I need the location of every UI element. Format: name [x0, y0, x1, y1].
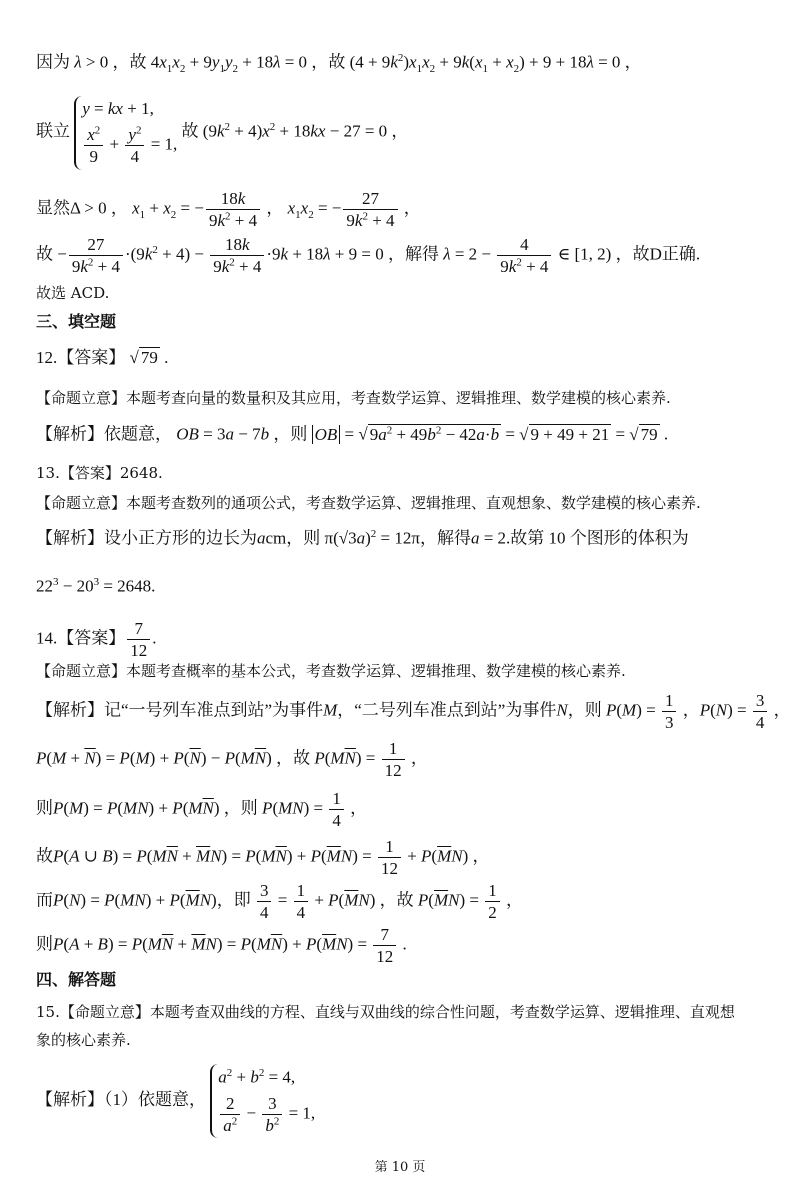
equation-system-15: $a^2 + b^2 = 4$, $\frac{2}{a^2}$ − $\frac{3}{b^2}$ = 1, — [210, 1064, 315, 1138]
line-2-system: 联立 y = kx + 1, $\frac{x^2}{9}$ + $\frac{y^2}{4}$ = 1, 故 $(9k^2 + 4)x^2 + 18kx - 27 = 0$ ， — [36, 96, 408, 170]
line-3: 显然Δ > 0 ， $x_1 + x_2$ = − $\frac{18k}{9k^2 + 4}$ ， $x_1x_2$ = − $\frac{27}{9k^2 + 4}$ ， — [36, 189, 421, 231]
intent-12: 【命题立意】本题考查向量的数量积及其应用，考查数学运算、逻辑推理、数学建模的核心素养. — [36, 389, 671, 407]
choose-line: 故选 ACD. — [36, 284, 110, 302]
answer-13: 13.【答案】2648. — [36, 464, 163, 482]
solution-13: 【解析】设小正方形的边长为acm，则 $\pi(√3a)^2 = 12\pi$，解得a = 2.故第 10 个图形的体积为 — [36, 528, 689, 548]
solution-15: 【解析】（1）依题意， $a^2 + b^2 = 4$, $\frac{2}{a^2}$ − $\frac{3}{b^2}$ = 1, — [36, 1064, 315, 1138]
solution-14-line-3: 则$P(M) = P(MN) + P(M\overline{N})$ ，则 P(MN) = $\frac{1}{4}$ ， — [36, 789, 368, 831]
solution-14-line-4: 故P(A ∪ $B) = P(M\overline{N} + \overline{M}N) = P(M\overline{N}) + P(\overline{M}N)$ = $\frac{1}{12}$ + $P(\overline{M}N)$ ， — [36, 837, 490, 879]
solution-14-line-6: 则$P(A + B) = P(M\overline{N} + \overline{M}N) = P(M\overline{N}) + P(\overline{M}N)$ = $\frac{7}{12}$ . — [36, 925, 407, 967]
solution-13-result: $22^3 - 20^3 = 2648$. — [36, 576, 156, 596]
intent-15-line-2: 象的核心素养. — [36, 1031, 131, 1049]
solution-12: 【解析】依题意， OB = 3a − 7b ，则 OB = √ $9a^2 + 49b^2 - 42a\cdot b$ = √ 9 + 49 + 21 = √ 79 . — [36, 424, 669, 444]
intent-13: 【命题立意】本题考查数列的通项公式，考查数学运算、逻辑推理、直观想象、数学建模的核心素养. — [36, 494, 701, 512]
answer-14: 14.【答案】 $\frac{7}{12}$ . — [36, 619, 157, 661]
answer-12: 12.【答案】 √ 79 . — [36, 348, 169, 367]
equation-system: y = kx + 1, $\frac{x^2}{9}$ + $\frac{y^2}{4}$ = 1, — [74, 96, 177, 170]
solution-14-line-2: $P(M + \overline{N}) = P(M) + P(\overline{N}) - P(M\overline{N})$ ，故 $P(M\overline{N})$ = $\frac{1}{12}$ ， — [36, 739, 428, 781]
page-footer: 第 10 页 — [374, 1160, 426, 1175]
solution-14-line-5: 而$P(N) = P(MN) + P(\overline{M}N)$，即 $\frac{3}{4}$ = $\frac{1}{4}$ + $P(\overline{M}N)$ ，故 $P(\overline{M}N)$ = $\frac{1}{2}$ ， — [36, 881, 523, 923]
intent-14: 【命题立意】本题考查概率的基本公式，考查数学运算、逻辑推理、数学建模的核心素养. — [36, 662, 626, 680]
section-3-heading: 三、填空题 — [36, 312, 117, 331]
solution-14-line-1: 【解析】记“一号列车准点到站”为事件M，“二号列车准点到站”为事件N，则 P(M) = $\frac{1}{3}$ ，P(N) = $\frac{3}{4}$ ， — [36, 691, 791, 733]
intent-15-line-1: 15.【命题立意】本题考查双曲线的方程、直线与双曲线的综合性问题，考查数学运算、逻辑推理、直观想 — [36, 1003, 735, 1021]
line-1: 因为 λ > 0 ，故 $4x_1x_2 + 9y_1y_2 + 18\lambda = 0$ ，故 $(4 + 9k^2)x_1x_2 + 9k(x_1 + x_2) + 9 + 18\lambda = 0$ ， — [36, 52, 642, 76]
section-4-heading: 四、解答题 — [36, 970, 117, 989]
line-4: 故 − $\frac{27}{9k^2 + 4}$ $\cdot(9k^2 + 4)$ − $\frac{18k}{9k^2 + 4}$ ·9k + 18λ + 9 = 0 ，解得 λ = 2 − $\frac{4}{9k^2 + 4}$ ∈ [1, 2) ，故D正确. — [36, 235, 701, 277]
